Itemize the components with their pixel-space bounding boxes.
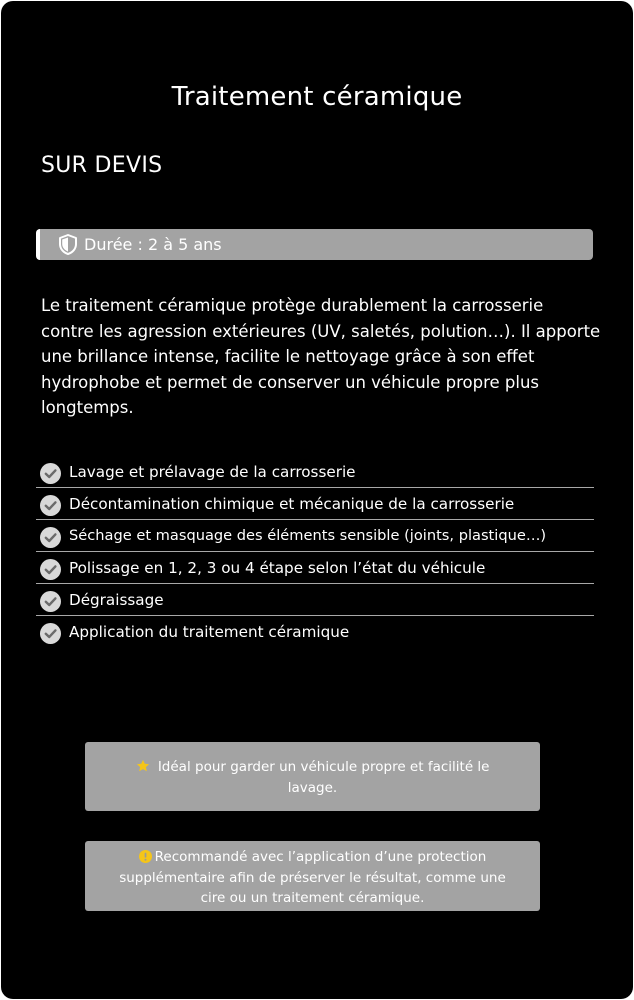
shield-icon bbox=[58, 234, 78, 255]
duration-label: Durée : 2 à 5 ans bbox=[84, 235, 222, 254]
feature-label: Séchage et masquage des éléments sensible (joints, plastique…) bbox=[69, 527, 547, 544]
check-circle-icon bbox=[40, 623, 61, 644]
list-item bbox=[36, 616, 594, 648]
ideal-note bbox=[85, 742, 540, 811]
feature-list bbox=[36, 456, 594, 648]
star-icon bbox=[136, 759, 150, 773]
check-circle-icon bbox=[40, 591, 61, 612]
feature-label: Application du traitement céramique bbox=[69, 623, 350, 641]
feature-label: Dégraissage bbox=[69, 590, 164, 609]
list-item bbox=[36, 520, 594, 552]
info-icon bbox=[139, 850, 152, 863]
check-circle-icon bbox=[40, 495, 61, 516]
list-item bbox=[36, 488, 594, 520]
list-item bbox=[36, 552, 594, 584]
recommended-note bbox=[85, 841, 540, 911]
list-item bbox=[36, 456, 594, 488]
feature-label: Lavage et prélavage de la carrosserie bbox=[69, 462, 356, 481]
check-circle-icon bbox=[40, 559, 61, 580]
feature-label: Polissage en 1, 2, 3 ou 4 étape selon l’état du véhicule bbox=[69, 558, 486, 577]
duration-badge bbox=[36, 229, 593, 260]
page-title: Traitement céramique bbox=[171, 82, 463, 112]
feature-label: Décontamination chimique et mécanique de la carrosserie bbox=[69, 494, 515, 513]
service-card bbox=[1, 1, 633, 999]
price-label: SUR DEVIS bbox=[41, 153, 163, 178]
check-circle-icon bbox=[40, 463, 61, 484]
list-item bbox=[36, 584, 594, 616]
recommended-note-text: Recommandé avec l’application d’une protection supplémentaire afin de préserver le résultat, comme une cire ou un traitement céramique. bbox=[119, 849, 506, 906]
service-description: Le traitement céramique protège durablement la carrosserie contre les agression extérieures (UV, saletés, polution…). Il apporte une brillance intense, facilite le nettoyage grâce à son effet hydrophobe et permet de conserver un véhicule propre plus longtemps. bbox=[41, 296, 601, 417]
check-circle-icon bbox=[40, 527, 61, 548]
ideal-note-text: Idéal pour garder un véhicule propre et facilité le lavage. bbox=[157, 759, 490, 796]
